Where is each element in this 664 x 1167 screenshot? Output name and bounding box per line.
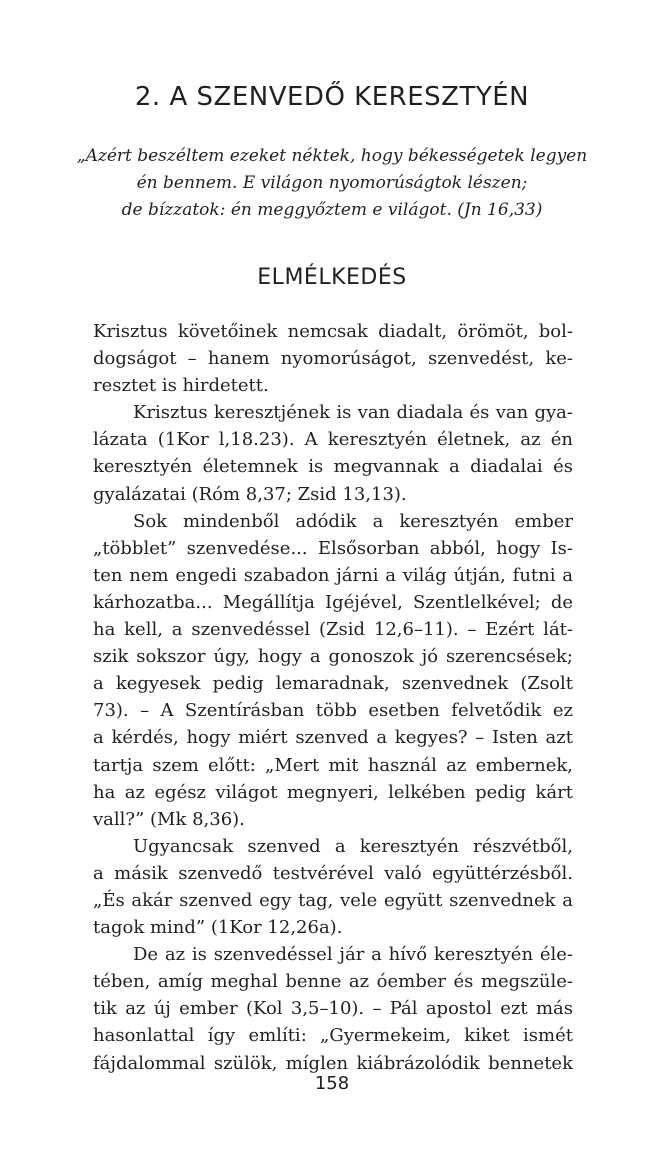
- body-line: tartja szem előtt: „Mert mit használ az embernek,: [93, 754, 573, 776]
- body-line: 73). – A Szentírásban több esetben felvetődik ez: [93, 700, 573, 722]
- body-line: „többlet” szenvedése... Elsősorban abból, hogy Is-: [93, 537, 573, 559]
- body-line: dogságot – hanem nyomorúságot, szenvedést, ke-: [93, 348, 573, 370]
- body-line: vall?” (Mk 8,36).: [93, 808, 245, 830]
- body-line: keresztyén életemnek is megvannak a diadalai és: [93, 456, 573, 478]
- body-line: tik az új ember (Kol 3,5–10). – Pál apostol ezt más: [93, 998, 573, 1020]
- body-line: gyalázatai (Róm 8,37; Zsid 13,13).: [93, 483, 407, 505]
- body-line: De az is szenvedéssel jár a hívő keresztyén éle-: [133, 944, 573, 966]
- motto-line: „Azért beszéltem ezeket néktek, hogy békességetek legyen: [76, 146, 588, 166]
- body-line: Sok mindenből adódik a keresztyén ember: [133, 510, 573, 532]
- body-line: Ugyancsak szenved a keresztyén részvétből,: [133, 835, 573, 857]
- motto-line: én bennem. E világon nyomorúságtok lészen;: [136, 173, 528, 193]
- body-line: resztet is hirdetett.: [93, 375, 269, 397]
- motto-quote: [70, 143, 594, 224]
- body-line: ha az egész világot megnyeri, lelkében pedig kárt: [93, 781, 573, 803]
- body-line: „És akár szenved egy tag, vele együtt szenvednek a: [93, 889, 573, 911]
- body-line: tagok mind” (1Kor 12,26a).: [93, 917, 343, 939]
- body-line: lázata (1Kor l,18.23). A keresztyén életnek, az én: [93, 429, 573, 451]
- body-line: hasonlattal így említi: „Gyermekeim, kiket ismét: [93, 1025, 573, 1047]
- body-line: a kérdés, hogy miért szenved a kegyes? – Isten azt: [93, 727, 573, 749]
- section-title: ELMÉLKEDÉS: [257, 265, 407, 290]
- body-line: kárhozatba... Megállítja Igéjével, Szentlelkével; de: [93, 591, 573, 613]
- page-number: 158: [314, 1073, 350, 1094]
- body-line: a kegyesek pedig lemaradnak, szenvednek (Zsolt: [93, 673, 573, 695]
- body-line: szik sokszor úgy, hogy a gonoszok jó szerencsések;: [93, 646, 573, 668]
- body-line: ten nem engedi szabadon járni a világ útján, futni a: [93, 564, 573, 586]
- body-line: Krisztus keresztjének is van diadala és van gya-: [133, 402, 573, 424]
- motto-line: de bízzatok: én meggyőztem e világot. (Jn 16,33): [121, 200, 543, 220]
- body-line: Krisztus követőinek nemcsak diadalt, örömöt, bol-: [93, 321, 573, 342]
- body-line: a másik szenvedő testvérével való együttérzésből.: [93, 862, 573, 884]
- body-line: tében, amíg meghal benne az óember és megszüle-: [93, 971, 573, 993]
- body-line: fájdalommal szülök, míglen kiábrázolódik bennetek: [93, 1052, 573, 1074]
- chapter-title: 2. A SZENVEDŐ KERESZTYÉN: [134, 82, 530, 112]
- body-text: [93, 318, 573, 1077]
- body-line: ha kell, a szenvedéssel (Zsid 12,6–11). – Ezért lát-: [93, 619, 573, 641]
